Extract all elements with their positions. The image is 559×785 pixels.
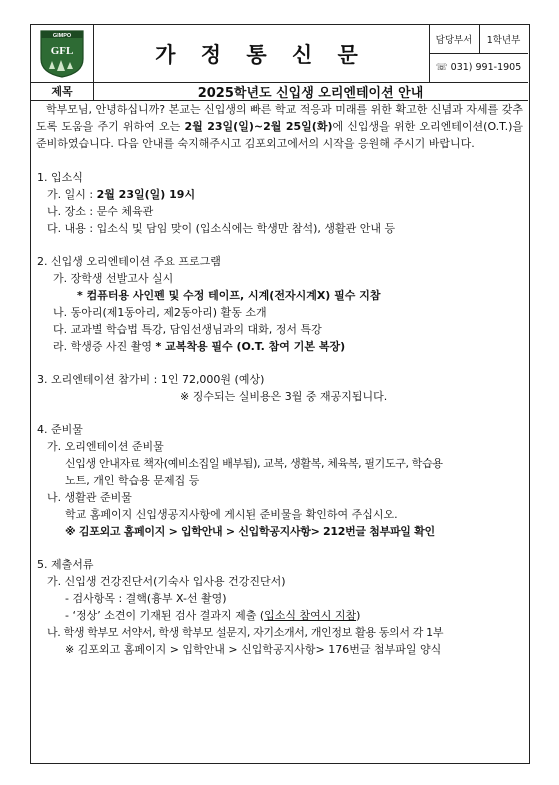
section-2-title: 2. 신입생 오리엔테이션 주요 프로그램	[37, 255, 221, 268]
document-title-cell	[93, 25, 430, 82]
section-5-item-a-2: - ‘정상’ 소견이 기재된 검사 결과지 제출 (입소식 참여시 지참)	[65, 609, 361, 622]
section-4-title: 4. 준비물	[37, 423, 83, 436]
department-label: 담당부서	[429, 25, 480, 54]
subject-label: 제목	[31, 82, 94, 100]
intro-paragraph	[31, 101, 528, 152]
section-3-title: 3. 오리엔테이션 참가비 : 1인 72,000원 (예상)	[37, 373, 265, 386]
section-5-title: 5. 제출서류	[37, 558, 94, 571]
document-body	[31, 101, 528, 658]
section-2-item-b: 나. 동아리(제1동아리, 제2동아리) 활동 소개	[53, 306, 267, 319]
section-1-title: 1. 입소식	[37, 171, 83, 184]
section-2-item-a-note: * 컴퓨터용 사인펜 및 수정 테이프, 시계(전자시계X) 필수 지참	[77, 289, 381, 302]
school-logo	[39, 29, 85, 79]
subject-title: 2025학년도 신입생 오리엔테이션 안내	[197, 85, 424, 101]
section-3-note: ※ 징수되는 실비용은 3월 중 재공지됩니다.	[180, 390, 388, 403]
section-1-item-c: 다. 내용 : 입소식 및 담임 맞이 (입소식에는 학생만 참석), 생활관 안내 등	[47, 222, 396, 235]
school-logo-cell	[31, 25, 94, 82]
section-4-item-b-note: ※ 김포외고 홈페이지 > 입학안내 > 신입학공지사항> 212번글 첨부파일 확인	[65, 525, 435, 538]
section-5-item-a-1: - 검사항목 : 결핵(흉부 X-선 촬영)	[65, 592, 227, 605]
section-4-item-a-text-1: 신입생 안내자료 책자(예비소집일 배부됨), 교복, 생활복, 체육복, 필기도구, 학습용	[65, 457, 443, 470]
newsletter-document	[30, 24, 530, 764]
section-1-item-a: 가. 일시 : 2월 23일(일) 19시	[47, 188, 196, 201]
section-5-item-b: 나. 학생 학부모 서약서, 학생 학부모 설문지, 자기소개서, 개인정보 활용 동의서 각 1부	[47, 626, 444, 639]
logo-top-text: GIMPO	[52, 32, 72, 39]
section-4-item-b-text: 학교 홈페이지 신입생공지사항에 게시된 준비물을 확인하여 주십시오.	[65, 508, 398, 521]
phone-number: ☏ 031) 991-1905	[435, 62, 522, 73]
section-4-item-a: 가. 오리엔테이션 준비물	[47, 440, 164, 453]
logo-main-text: GFL	[50, 44, 74, 57]
section-2-item-d: 라. 학생증 사진 촬영 * 교복착용 필수 (O.T. 참여 기본 복장)	[53, 340, 346, 353]
section-2-item-c: 다. 교과별 학습법 특강, 담임선생님과의 대화, 정서 특강	[53, 323, 322, 336]
section-4-item-a-text-2: 노트, 개인 학습용 문제집 등	[65, 474, 200, 487]
subject-row	[31, 82, 528, 101]
intro-text-1: 학부모님, 안녕하십니까? 본교는 신입생의 빠른 학교 적응과 미래를 위한 확고한 신념과 자세를 갖추도록 도움을 주기 위하여 오는	[36, 103, 523, 133]
intro-date: 2월 23일(일)~2월 25일(화)	[184, 120, 333, 133]
intro-text-2: 에 신입생을 위한 오리엔테이션(O.T.)을 준비하였습니다. 다음 안내를 숙지해주시고 김포외고에서의 시작을 응원해 주시기 바랍니다.	[36, 120, 523, 150]
section-2-item-a: 가. 장학생 선발고사 실시	[53, 272, 174, 285]
section-4-item-b: 나. 생활관 준비물	[47, 491, 132, 504]
section-5-item-b-note: ※ 김포외고 홈페이지 > 입학안내 > 신입학공지사항> 176번글 첨부파일 양식	[65, 643, 442, 656]
header	[31, 25, 528, 83]
document-title: 가 정 통 신 문	[155, 42, 367, 67]
section-1-item-b: 나. 장소 : 문수 체육관	[47, 205, 154, 218]
department-value: 1학년부	[479, 25, 528, 54]
section-5-item-a: 가. 신입생 건강진단서(기숙사 입사용 건강진단서)	[47, 575, 286, 588]
